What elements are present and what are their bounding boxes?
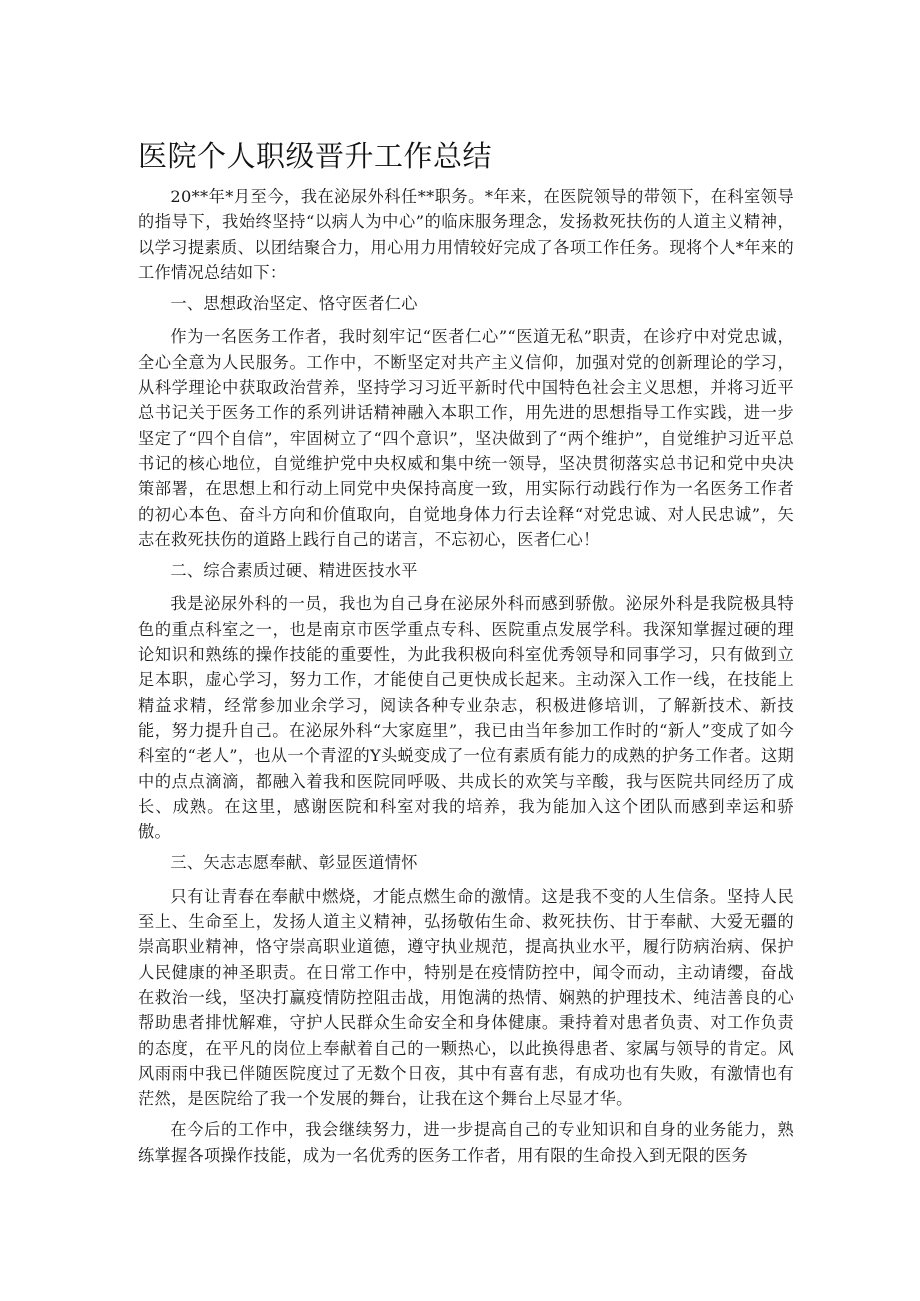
closing-paragraph: 在今后的工作中，我会继续努力，进一步提高自己的专业知识和自身的业务能力，熟练掌握各项操作技能，成为一名优秀的医务工作者，用有限的生命投入到无限的医务: [138, 1120, 794, 1165]
section-heading-1: 一、思想政治坚定、恪守医者仁心: [170, 294, 418, 314]
intro-paragraph: 20**年*月至今，我在泌尿外科任**职务。*年来，在医院领导的带领下，在科室领导的指导下，我始终坚持“以病人为中心”的临床服务理念，发扬救死扶伤的人道主义精神，以学习提素质、以团结聚合力，用心用力用情较好完成了各项工作任务。现将个人*年来的工作情况总结如下：: [138, 187, 794, 282]
section-heading-2: 二、综合素质过硬、精进医技水平: [170, 561, 418, 581]
document-title: 医院个人职级晋升工作总结: [138, 139, 493, 173]
section-body-3: 只有让青春在奉献中燃烧，才能点燃生命的激情。这是我不变的人生信条。坚持人民至上、生命至上，发扬人道主义精神，弘扬敬佑生命、救死扶伤、甘于奉献、大爱无疆的崇高职业精神，恪守崇高职业道德，遵守执业规范，提高执业水平，履行防病治病、保护人民健康的神圣职责。在日常工作中，特别是在疫情防控中，闻令而动，主动请缨，奋战在救治一线，坚决打赢疫情防控阻击战，用饱满的热情、娴熟的护理技术、纯洁善良的心帮助患者排忧解难，守护人民群众生命安全和身体健康。秉持着对患者负责、对工作负责的态度，在平凡的岗位上奉献着自己的一颗热心，以此换得患者、家属与领导的肯定。风风雨雨中我已伴随医院度过了无数个日夜，其中有喜有悲，有成功也有失败，有激情也有茫然，是医院给了我一个发展的舞台，让我在这个舞台上尽显才华。: [138, 886, 794, 1109]
section-heading-3: 三、矢志志愿奉献、彰显医道情怀: [170, 853, 418, 873]
document-page: [138, 136, 794, 1174]
section-body-1: 作为一名医务工作者，我时刻牢记“医者仁心”“医道无私”职责，在诊疗中对党忠诚，全心全意为人民服务。工作中，不断坚定对共产主义信仰，加强对党的创新理论的学习，从科学理论中获取政治营养，坚持学习习近平新时代中国特色社会主义思想，并将习近平总书记关于医务工作的系列讲话精神融入本职工作，用先进的思想指导工作实践，进一步坚定了“四个自信”，牢固树立了“四个意识”，坚决做到了“两个维护”，自觉维护习近平总书记的核心地位，自觉维护党中央权威和集中统一领导，坚决贯彻落实总书记和党中央决策部署，在思想上和行动上同党中央保持高度一致，用实际行动践行作为一名医务工作者的初心本色、奋斗方向和价值取向，自觉地身体力行去诠释“对党忠诚、对人民忠诚”，矢志在救死扶伤的道路上践行自己的诺言，不忘初心，医者仁心！: [138, 327, 794, 549]
section-body-2: 我是泌尿外科的一员，我也为自己身在泌尿外科而感到骄傲。泌尿外科是我院极具特色的重点科室之一，也是南京市医学重点专科、医院重点发展学科。我深知掌握过硬的理论知识和熟练的操作技能的重要性，为此我积极向科室优秀领导和同事学习，只有做到立足本职，虚心学习，努力工作，才能使自己更快成长起来。主动深入工作一线，在技能上精益求精，经常参加业余学习，阅读各种专业杂志，积极进修培训，了解新技术、新技能，努力提升自己。在泌尿外科“大家庭里”，我已由当年参加工作时的“新人”变成了如今科室的“老人”，也从一个青涩的Y头蜕变成了一位有素质有能力的成熟的护务工作者。这期中的点点滴滴，都融入着我和医院同呼吸、共成长的欢笑与辛酸，我与医院共同经历了成长、成熟。在这里，感谢医院和科室对我的培养，我为能加入这个团队而感到幸运和骄傲。: [138, 594, 794, 842]
